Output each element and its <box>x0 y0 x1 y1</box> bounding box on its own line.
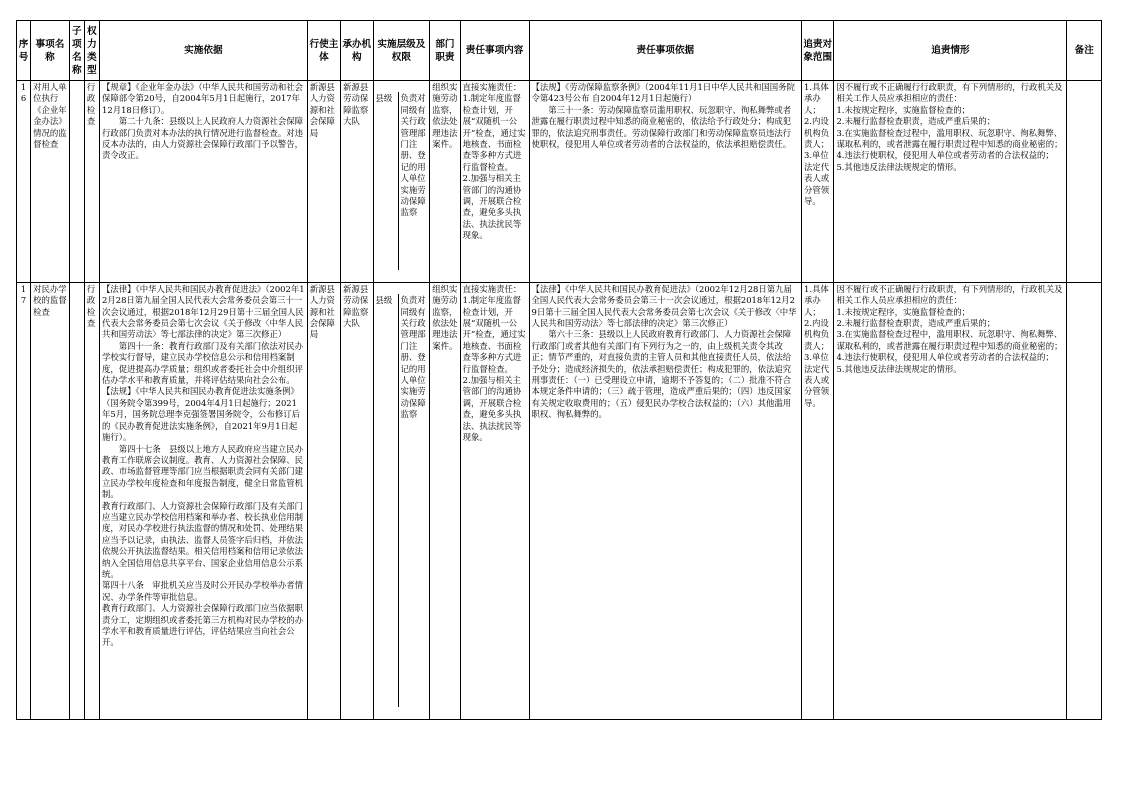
col-header-subject: 行使主体 <box>307 21 340 81</box>
row-content: 直接实施责任： 1.制定年度监督检查计划，开展“双随机一公开”检查，通过实地核查、书面检查等多种方式进行监督检查。 2.加强与相关主管部门的沟通协调，开展联合检查，避免多头执法、执法扰民等现象。 <box>460 81 529 283</box>
row-type: 行政检查 <box>84 282 99 719</box>
col-header-scope: 追责对象范围 <box>802 21 834 81</box>
row-subject: 新源县人力资源和社会保障局 <box>307 282 340 719</box>
row-content: 直接实施责任： 1.制定年度监督检查计划，开展“双随机一公开”检查，通过实地核查、书面检查等多种方式进行监督检查。 2.加强与相关主管部门的沟通协调，开展联合检查，避免多头执法、执法扰民等现象。 <box>460 282 529 719</box>
row-name: 对民办学校的监督检查 <box>31 282 69 719</box>
col-header-duty: 部门职责 <box>430 21 460 81</box>
row-scope: 1.具体承办人； 2.内设机构负责人； 3.单位法定代表人或分管领导。 <box>802 81 834 283</box>
row-duty: 负责对同级有关行政管理部门注册、登记的用人单位实施劳动保障监察 <box>398 294 430 707</box>
table-row <box>17 81 1102 283</box>
col-header-name: 事项名称 <box>31 21 69 81</box>
col-header-basis: 实施依据 <box>100 21 308 81</box>
row-basis: 【规章】《企业年金办法》（中华人民共和国劳动和社会保障部令第20号，自2004年5月1日起施行，2017年12月18日修订）。 第二十九条：县级以上人民政府人力资源社会保障行政部门负责对本办法的执行情况进行监督检查。对违反本办法的，由人力资源社会保障行政部门予以警告，责令改正。 <box>100 81 308 283</box>
row-sub <box>69 282 84 719</box>
col-header-no: 序号 <box>17 21 31 81</box>
responsibility-table <box>16 20 1102 720</box>
col-header-note: 备注 <box>1067 21 1102 81</box>
col-header-agency: 承办机构 <box>341 21 373 81</box>
row-resp-basis: 【法规】《劳动保障监察条例》（2004年11月1日中华人民共和国国务院令第423号公布 自2004年12月1日起施行） 第三十一条：劳动保障监察员滥用职权、玩忽职守、徇私舞弊或者泄露在履行职责过程中知悉的商业秘密的，依法给予行政处分；构成犯罪的，依法追究刑事责任。劳动保障行政部门和劳动保障监察员违法行使职权，侵犯用人单位或者劳动者的合法权益的，依法承担赔偿责任。 <box>529 81 802 283</box>
row-note <box>1067 282 1102 719</box>
table-row <box>17 282 1102 719</box>
row-basis: 【法律】《中华人民共和国民办教育促进法》（2002年12月28日第九届全国人民代表大会常务委员会第三十一次会议通过，根据2018年12月29日第十三届全国人民代表大会常务委员会第七次会议《关于修改〈中华人民共和国劳动法〉等七部法律的决定》第三次修正） 第四十一条：教育行政部门及有关部门依法对民办学校实行督导，建立民办学校信息公示和信用档案制度，促进提高办学质量；组织或者委托社会中介组织评估办学水平和教育质量，并将评估结果向社会公布。 【法规】《中华人民共和国民办教育促进法实施条例》（国务院令第399号，2004年4月1日起施行；2021年5月，国务院总理李克强签署国务院令，公布修订后的《民办教育促进法实施条例》，自2021年9月1日起施行）。 第四十七条 县级以上地方人民政府应当建立民办教育工作联席会议制度。教育、人力资源社会保障、民政、市场监督管理等部门应当根据职责会同有关部门建立民办学校年度检查和年度报告制度，健全日常监管机制。 教育行政部门、人力资源社会保障行政部门及有关部门应当建立民办学校信用档案和举办者、校长执业信用制度，对民办学校进行执法监督的情况和处罚、处理结果应当予以记录，由执法、监督人员签字后归档，并依法依规公开执法监督结果。相关信用档案和信用记录依法纳入全国信用信息共享平台、国家企业信用信息公示系统。 第四十八条 审批机关应当及时公开民办学校举办者情况、办学条件等审批信息。 教育行政部门、人力资源社会保障行政部门应当依据职责分工，定期组织或者委托第三方机构对民办学校的办学水平和教育质量进行评估，评估结果应当向社会公开。 <box>100 282 308 719</box>
col-header-sub: 子项名称 <box>69 21 84 81</box>
row-no: 16 <box>17 81 31 283</box>
row-level <box>373 81 430 283</box>
row-level-value: 县级 <box>375 93 393 104</box>
col-header-situation: 追责情形 <box>834 21 1067 81</box>
row-type: 行政检查 <box>84 81 99 283</box>
row-scope: 1.具体承办人； 2.内设机构负责人； 3.单位法定代表人或分管领导。 <box>802 282 834 719</box>
col-header-level: 实施层级及权限 <box>373 21 430 81</box>
row-duty2: 组织实施劳动监察，依法处理违法案件。 <box>430 81 460 283</box>
col-header-resp-basis: 责任事项依据 <box>529 21 802 81</box>
row-situation: 因不履行或不正确履行行政职责，有下列情形的，行政机关及相关工作人员应承担相应的责任： 1.未按规定程序，实施监督检查的； 2.未履行监督检查职责，造成严重后果的； 3.在实施监督检查过程中，滥用职权、玩忽职守、徇私舞弊、谋取私利的，或者泄露在履行职责过程中知悉的商业秘密的； 4.违法行使职权，侵犯用人单位或者劳动者的合法权益的； 5.其他违反法律法规规定的情形。 <box>834 282 1067 719</box>
row-level <box>373 282 430 719</box>
row-note <box>1067 81 1102 283</box>
row-sub <box>69 81 84 283</box>
row-level-value: 县级 <box>375 295 393 306</box>
row-no: 17 <box>17 282 31 719</box>
row-duty: 负责对同级有关行政管理部门注册、登记的用人单位实施劳动保障监察 <box>398 92 430 270</box>
row-agency: 新源县劳动保障监察大队 <box>341 81 373 283</box>
col-header-content: 责任事项内容 <box>460 21 529 81</box>
row-resp-basis: 【法律】《中华人民共和国民办教育促进法》（2002年12月28日第九届全国人民代表大会常务委员会第三十一次会议通过，根据2018年12月29日第十三届全国人民代表大会常务委员会第七次会议《关于修改〈中华人民共和国劳动法〉等七部法律的决定》第三次修正） 第六十三条：县级以上人民政府教育行政部门、人力资源社会保障行政部门或者其他有关部门有下列行为之一的，由上级机关责令其改正；情节严重的，对直接负责的主管人员和其他直接责任人员，依法给予处分；造成经济损失的，依法承担赔偿责任；构成犯罪的，依法追究刑事责任：（一）已受理设立申请，逾期不予答复的；（二）批准不符合本规定条件申请的；（三）疏于管理，造成严重后果的；（四）违反国家有关规定收取费用的；（五）侵犯民办学校合法权益的；（六）其他滥用职权、徇私舞弊的。 <box>529 282 802 719</box>
col-header-type: 权力类型 <box>84 21 99 81</box>
row-name: 对用人单位执行《企业年金办法》情况的监督检查 <box>31 81 69 283</box>
row-situation: 因不履行或不正确履行行政职责，有下列情形的，行政机关及相关工作人员应承担相应的责任： 1.未按规定程序，实施监督检查的； 2.未履行监督检查职责，造成严重后果的； 3.在实施监督检查过程中，滥用职权、玩忽职守、徇私舞弊、谋取私利的，或者泄露在履行职责过程中知悉的商业秘密的； 4.违法行使职权，侵犯用人单位或者劳动者的合法权益的； 5.其他违反法律法规规定的情形。 <box>834 81 1067 283</box>
row-subject: 新源县人力资源和社会保障局 <box>307 81 340 283</box>
row-agency: 新源县劳动保障监察大队 <box>341 282 373 719</box>
header-row <box>17 21 1102 81</box>
row-duty2: 组织实施劳动监察，依法处理违法案件。 <box>430 282 460 719</box>
